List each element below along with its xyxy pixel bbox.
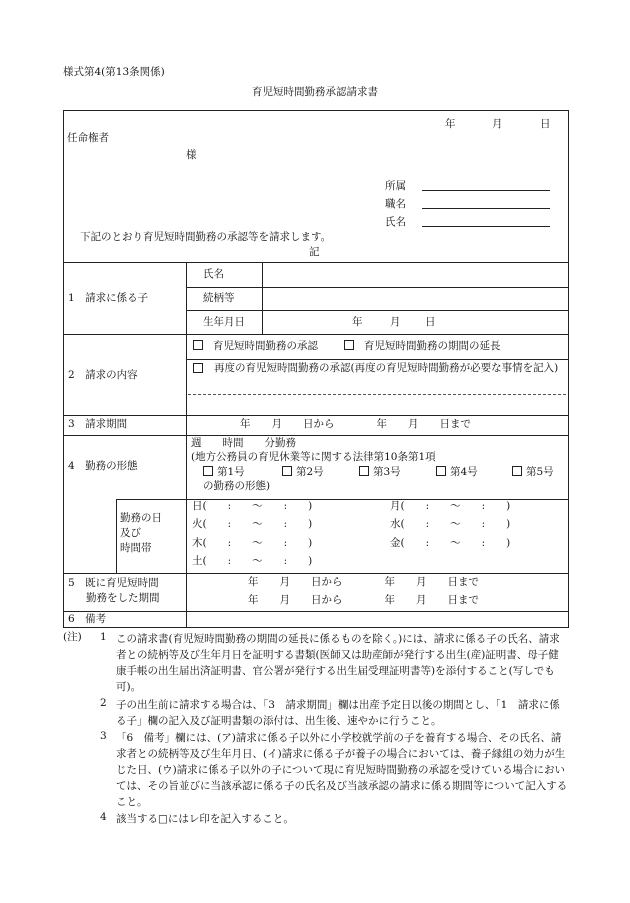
- child-relation-label: 続柄等: [203, 292, 235, 304]
- date-year: 年: [445, 118, 456, 130]
- form-suffix: の勤務の形態): [203, 480, 271, 492]
- appointer-label: 任命権者: [67, 132, 109, 144]
- note-text-3: 「6 備考」欄には、(ア)請求に係る子以外に小学校就学前の子を養育する場合、その氏名、請求者との続柄等及び生年月日、(イ)請求に係る子が養子の場合においては、養子縁組の効力が生じた日、(ウ)請求に係る子以外の子について現に育児短時間勤務の承認を受けている場合においては、その旨並びに当該承認に係る子の氏名及び当該承認の請求に係る期間等について記入すること。: [116, 732, 568, 808]
- day-label: 水: [390, 518, 401, 530]
- option-extension[interactable]: [344, 340, 501, 353]
- day-row-thu[interactable]: [192, 537, 312, 550]
- request-period: 年 月 日から 年 月 日まで: [240, 418, 471, 430]
- note-text-4: 該当する□にはレ印を記入すること。: [116, 813, 294, 825]
- day-label: 木: [192, 537, 203, 549]
- checkbox[interactable]: [359, 466, 369, 476]
- checkbox[interactable]: [436, 466, 446, 476]
- sama-label: 様: [186, 149, 197, 161]
- time-range: ( : ～ : ): [202, 500, 313, 512]
- date-day: 日: [540, 118, 551, 130]
- notes-prefix: (注): [63, 631, 82, 643]
- section2-label: 2 請求の内容: [68, 369, 138, 381]
- checkbox[interactable]: [282, 466, 292, 476]
- day-label: 土: [192, 555, 203, 567]
- type-option-1[interactable]: [203, 466, 245, 479]
- checkbox[interactable]: [193, 363, 203, 373]
- time-range: ( : ～ : ): [400, 537, 511, 549]
- note-num-2: 2: [100, 697, 107, 709]
- section6-label: 6 備考: [68, 613, 107, 625]
- note-text-1: この請求書(育児短時間勤務の期間の延長に係るものを除く。)には、請求に係る子の氏名、請求者との続柄等及び生年月日を証明する書類(医師又は助産師が発行する出生(産)証明書、母子健康手帳の出生届出済証明書、官公署が発行する出生届受理証明書等)を添付すること(写しでも可)。: [116, 633, 560, 693]
- day-label: 日: [192, 500, 203, 512]
- checkbox[interactable]: [193, 340, 203, 350]
- sub-label-days: 勤務の日: [120, 512, 162, 524]
- day-row-sun[interactable]: [192, 500, 312, 513]
- affiliation-field[interactable]: [422, 190, 550, 191]
- day-row-mon[interactable]: [390, 500, 510, 513]
- option-approval-label: 育児短時間勤務の承認: [213, 340, 318, 352]
- time-range: ( : ～ : ): [202, 518, 313, 530]
- time-range: ( : ～ : ): [400, 518, 511, 530]
- law-reference: (地方公務員の育児休業等に関する法律第10条第1項: [191, 451, 436, 463]
- request-sentence: 下記のとおり育児短時間勤務の承認等を請求します。: [80, 231, 332, 243]
- option-extension-label: 育児短時間勤務の期間の延長: [364, 340, 501, 352]
- section3-label: 3 請求期間: [68, 418, 128, 430]
- section1-label: 1 請求に係る子: [68, 292, 149, 304]
- birth-month: 月: [390, 316, 401, 328]
- note-num-3: 3: [100, 730, 107, 742]
- section5-label-line2: 勤務をした期間: [86, 592, 160, 604]
- type-option-5-label: 第5号: [526, 466, 554, 478]
- day-row-fri[interactable]: [390, 537, 510, 550]
- day-label: 火: [192, 518, 203, 530]
- option-reapproval-label: 再度の育児短時間勤務の承認(再度の育児短時間勤務が必要な事情を記入): [214, 362, 559, 374]
- type-option-4-label: 第4号: [450, 466, 478, 478]
- type-option-4[interactable]: [436, 466, 478, 479]
- child-birth-label: 生年月日: [203, 316, 245, 328]
- type-option-3[interactable]: [359, 466, 401, 479]
- type-option-3-label: 第3号: [373, 466, 401, 478]
- day-row-tue[interactable]: [192, 518, 312, 531]
- sub-label-and: 及び: [120, 527, 141, 539]
- note-num-1: 1: [100, 631, 107, 643]
- sub-label-times: 時間帯: [120, 542, 152, 554]
- option-reapproval-checkbox[interactable]: [193, 363, 207, 376]
- position-label: 職名: [385, 198, 406, 210]
- date-month: 月: [492, 118, 503, 130]
- checkbox[interactable]: [203, 466, 213, 476]
- form-number: 様式第4(第13条関係): [63, 66, 165, 78]
- birth-year: 年: [352, 316, 363, 328]
- option-approval[interactable]: [193, 340, 318, 353]
- type-option-5[interactable]: [512, 466, 554, 479]
- child-name-label: 氏名: [203, 268, 224, 280]
- weekly-hours: 週 時間 分勤務: [191, 437, 296, 449]
- name-label: 氏名: [385, 216, 406, 228]
- note-text-2: 子の出生前に請求する場合は、「3 請求期間」欄は出産予定日以後の期間とし、「1 請求に係る子」欄の記入及び証明書類の添付は、出生後、速やかに行うこと。: [116, 699, 560, 727]
- past-period-1: 年 月 日から 年 月 日まで: [248, 576, 479, 588]
- note-num-4: 4: [100, 811, 107, 823]
- type-option-1-label: 第1号: [217, 466, 245, 478]
- day-label: 月: [390, 500, 401, 512]
- past-period-2: 年 月 日から 年 月 日まで: [248, 594, 479, 606]
- ki-label: 記: [309, 246, 320, 258]
- name-field[interactable]: [422, 226, 550, 227]
- time-range: ( : ～ : ): [202, 555, 313, 567]
- day-row-sat[interactable]: [192, 555, 312, 568]
- time-range: ( : ～ : ): [202, 537, 313, 549]
- form-title: 育児短時間勤務承認請求書: [252, 86, 378, 98]
- day-row-wed[interactable]: [390, 518, 510, 531]
- type-option-2[interactable]: [282, 466, 324, 479]
- time-range: ( : ～ : ): [400, 500, 511, 512]
- birth-day: 日: [425, 316, 436, 328]
- section5-label-line1: 5 既に育児短時間: [68, 577, 159, 589]
- type-option-2-label: 第2号: [296, 466, 324, 478]
- checkbox[interactable]: [512, 466, 522, 476]
- affiliation-label: 所属: [385, 180, 406, 192]
- section4-label: 4 勤務の形態: [68, 460, 138, 472]
- position-field[interactable]: [422, 208, 550, 209]
- checkbox[interactable]: [344, 340, 354, 350]
- day-label: 金: [390, 537, 401, 549]
